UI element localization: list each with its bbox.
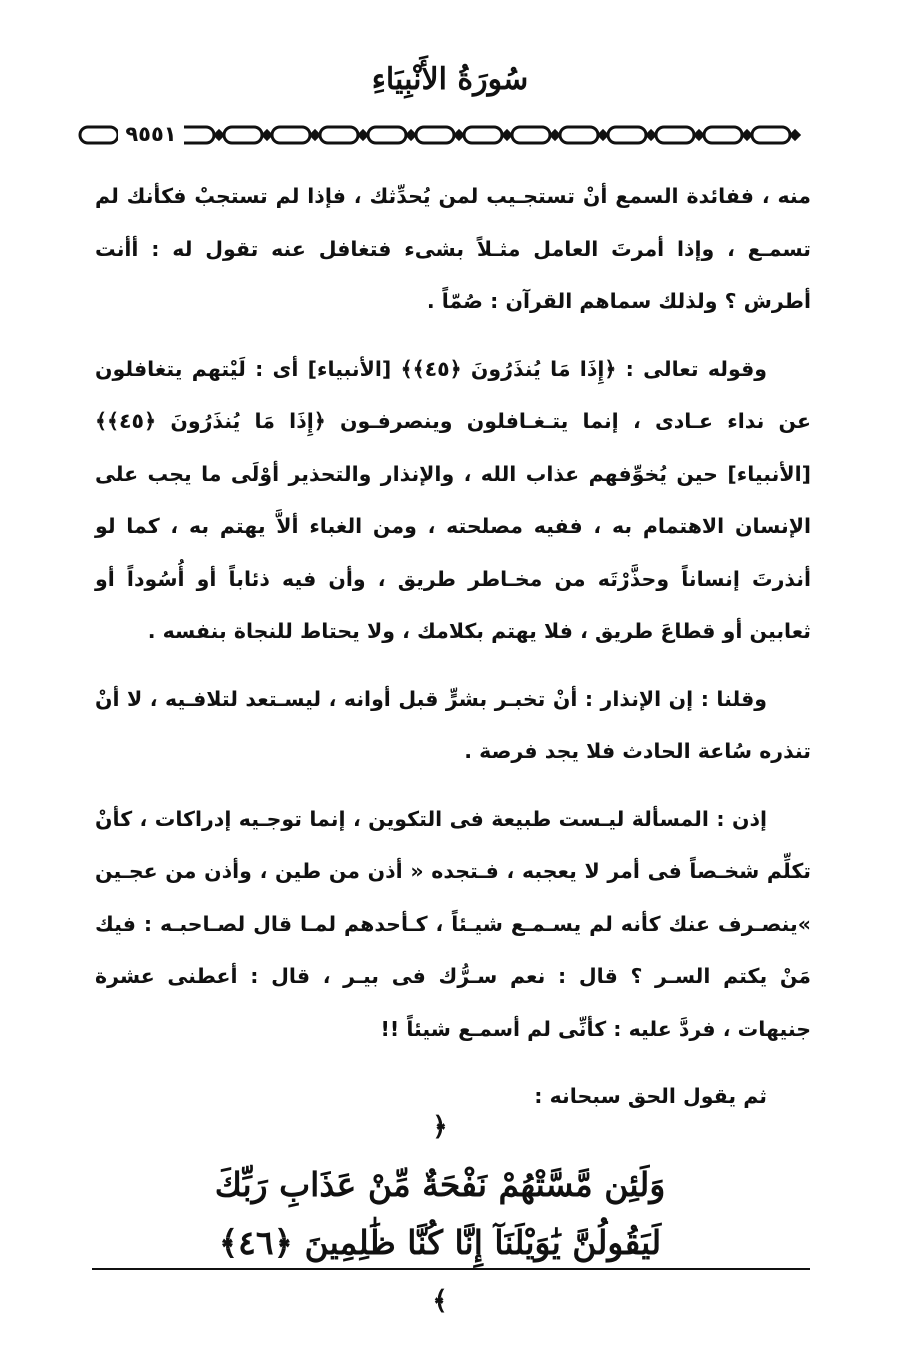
paragraph-2: وقوله تعالى : ﴿إِذَا مَا يُنذَرُونَ ﴿٤٥﴾﴾ [الأنبياء] أى : لَيْتهم يتغافلون عن نداء عـادى ، إنما يتـغـافلون وينصرفـون ﴿إِذَا مَا يُنذَرُونَ ﴿٤٥﴾﴾ [الأنبياء] حين يُخوِّفهم عذاب الله ، والإنذار والتحذير أوْلَى ما يجب على الإنسان الاهتمام به ، ففيه مصلحته ، ومن الغباء ألاَّ يهتم به ، كما لو أنذرتَ إنساناً وحذَّرْتَه من مخـاطر طريق ، وأن فيه ذئاباً أو أُسُوداً أو ثعابين أو قطاعَ طريق ، فلا يهتم بكلامك ، ولا يحتاط للنجاة بنفسه . — [95, 356, 811, 643]
verse-line-1 — [160, 1098, 720, 1214]
paragraph-3: وقلنا : إن الإنذار : أنْ تخبـر بشرٍّ قبل أوانه ، ليسـتعد لتلافـيه ، لا أنْ تنذره سُاعة الحادث فلا يجد فرصة . — [95, 686, 811, 763]
ornamental-border-icon — [78, 122, 808, 148]
verse-line-1-text: وَلَئِن مَّسَّتْهُمْ نَفْحَةٌ مِّنْ عَذَابِ رَبِّكَ — [214, 1165, 666, 1204]
verse-open-bracket: ﴿ — [432, 1112, 448, 1142]
page-number: ٩٥٥١ — [118, 118, 184, 150]
paragraph-5: ثم يقول الحق سبحانه : — [534, 1084, 767, 1108]
paragraph-4: إذن : المسألة ليـست طبيعة فى التكوين ، إنما توجـيه إدراكات ، كأنْ تكلِّم شخـصاً فى أمر لا يعجبه ، فـتجده « أذن من طين ، وأذن من عجـين »ينصـرف عنك كأنه لم يسـمـع شيـئاً ، كـأحدهم لمـا قال لصـاحبـه : فيك مَنْ يكتم السـر ؟ قال : نعم سـرُّك فى بيـر ، قال : أعطنى عشرة جنيهات ، فردَّ عليه : كأنِّى لم أسمـع شيئاً !! — [95, 806, 811, 1041]
verse-line-2-text: لَيَقُولُنَّ يَٰوَيْلَنَآ إِنَّا كُنَّا ظَٰلِمِينَ ﴿٤٦﴾ — [218, 1223, 662, 1262]
verse-line-2 — [160, 1214, 720, 1330]
paragraph-1: منه ، ففائدة السمع أنْ تستجـيب لمن يُحدِّثك ، فإذا لم تستجبْ فكأنك لم تسمـع ، وإذا أمرتَ العامل مثـلاً بشىء فتغافل عنه تقول له : أأنت أطرش ؟ ولذلك سماهم القرآن : صُمّاً . — [95, 184, 811, 313]
verse-close-bracket: ﴾ — [432, 1286, 448, 1316]
quran-verse — [160, 1098, 720, 1330]
footer-divider — [92, 1268, 810, 1270]
surah-title: سُورَةُ الأَنْبِيَاءِ — [371, 62, 529, 97]
commentary-text — [95, 170, 811, 1123]
